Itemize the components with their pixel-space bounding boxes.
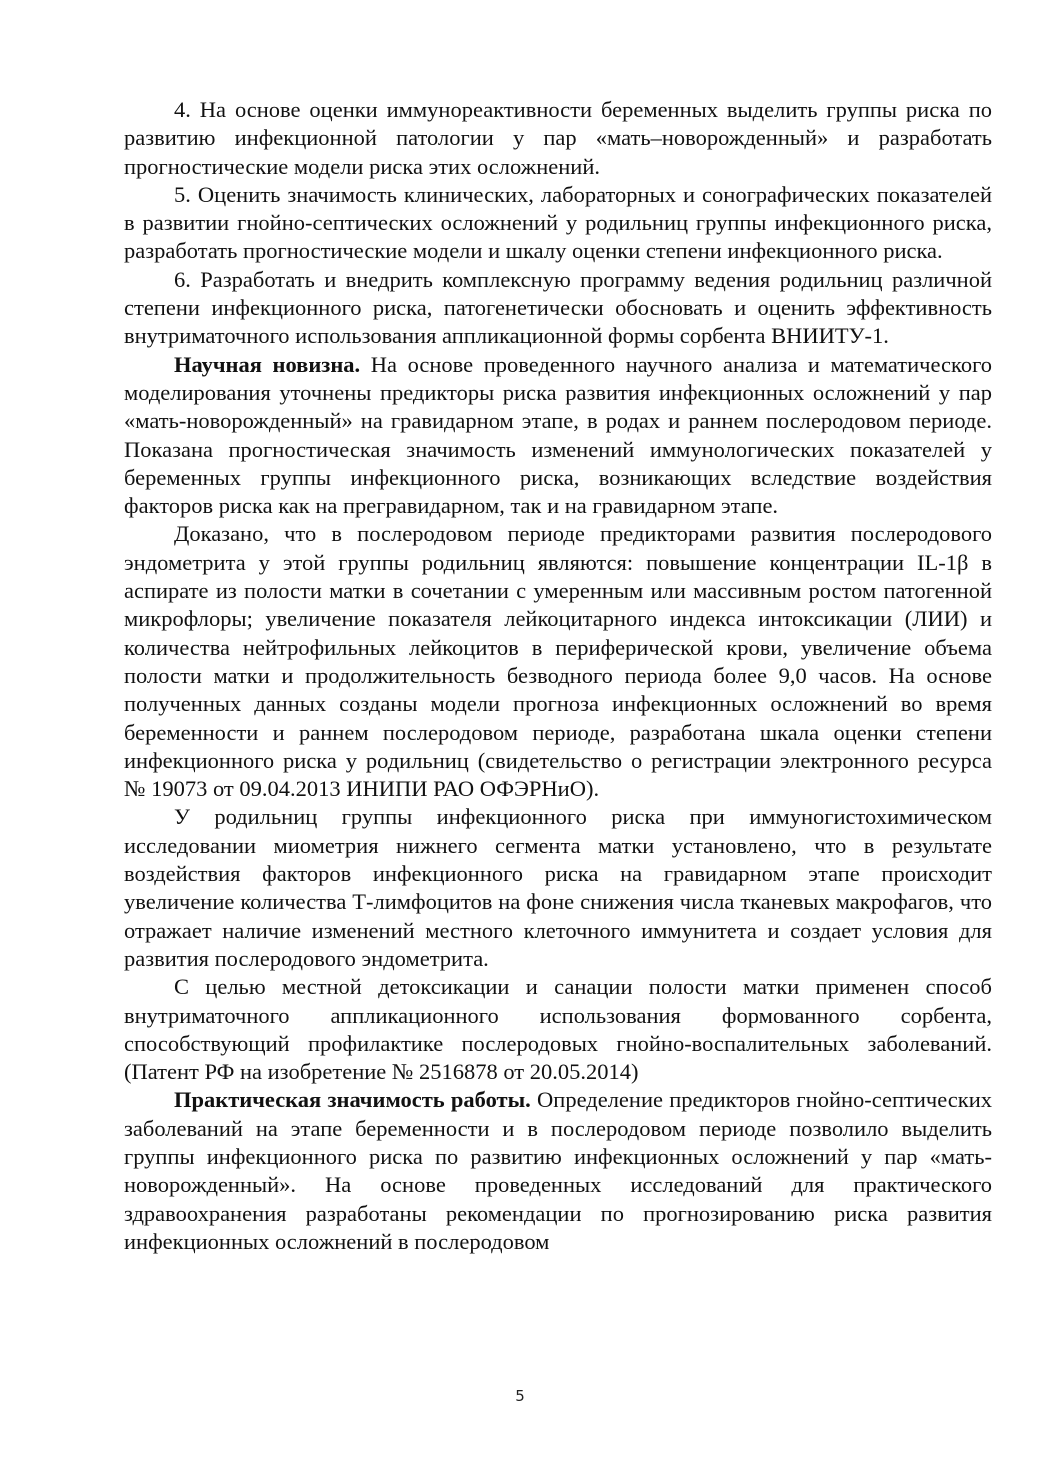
section-heading-scientific-novelty: Научная новизна. [174, 351, 361, 377]
paragraph-text: С целью местной детоксикации и санации полости матки применен способ внутриматочного аппликационного использования формованного сорбента, способствующий профилактике послеродовых гнойно-воспалительных заболеваний. (Патент РФ на изобретение № 2516878 от 20.05.2014) [124, 974, 992, 1085]
paragraph-text: 6. Разработать и внедрить комплексную программу ведения родильниц различной степени инфекционного риска, патогенетически обосновать и оценить эффективность внутриматочного использования аппликационной формы сорбента ВНИИТУ-1. [124, 266, 992, 349]
section-heading-practical-significance: Практическая значимость работы. [174, 1087, 531, 1113]
paragraph-proven [124, 520, 992, 803]
paragraph-task-5 [124, 181, 992, 266]
paragraph-text: На основе проведенного научного анализа и математического моделирования уточнены предикторы риска развития инфекционных осложнений у пар «мать-новорожденный» на гравидарном этапе, в родах и раннем послеродовом периоде. Показана прогностическая значимость изменений иммунологических показателей у беременных группы инфекционного риска, возникающих вследствие воздействия факторов риска как на прегравидарном, так и на гравидарном этапе. [124, 351, 992, 519]
paragraph-task-4 [124, 96, 992, 181]
document-body [124, 96, 992, 1256]
paragraph-task-6 [124, 266, 992, 351]
paragraph-text: 4. На основе оценки иммунореактивности беременных выделить группы риска по развитию инфекционной патологии у пар «мать–новорожденный» и разработать прогностические модели риска этих осложнений. [124, 97, 992, 179]
paragraph-text: Определение предикторов гнойно-септических заболеваний на этапе беременности и в послеродовом периоде позволило выделить группы инфекционного риска по развитию инфекционных осложнений у пар «мать-новорожденный». На основе проведенных исследований для практического здравоохранения разработаны рекомендации по прогнозированию риска развития инфекционных осложнений в послеродовом [124, 1087, 992, 1254]
paragraph-text: Доказано, что в послеродовом периоде предикторами развития послеродового эндометрита у этой группы родильниц являются: повышение концентрации IL-1β в аспирате из полости матки в сочетании с умеренным или массивным ростом патогенной микрофлоры; увеличение показателя лейкоцитарного индекса интоксикации (ЛИИ) и количества нейтрофильных лейкоцитов в периферической крови, увеличение объема полости матки и продолжительность безводного периода более 9,0 часов. На основе полученных данных созданы модели прогноза инфекционных осложнений во время беременности и раннем послеродовом периоде, разработана шкала оценки степени инфекционного риска у родильниц (свидетельство о регистрации электронного ресурса № 19073 от 09.04.2013 ИНИПИ РАО ОФЭРНиО). [124, 521, 992, 802]
page-number: 5 [515, 1387, 525, 1405]
paragraph-immunohistochemistry [124, 803, 992, 973]
paragraph-practical-significance [124, 1086, 992, 1256]
paragraph-text: У родильниц группы инфекционного риска при иммуногистохимическом исследовании миометрия нижнего сегмента матки установлено, что в результате воздействия факторов инфекционного риска на гравидарном этапе происходит увеличение количества Т-лимфоцитов на фоне снижения числа тканевых макрофагов, что отражает наличие изменений местного клеточного иммунитета и создает условия для развития послеродового эндометрита. [124, 804, 992, 971]
paragraph-detoxification [124, 973, 992, 1086]
paragraph-text: 5. Оценить значимость клинических, лабораторных и сонографических показателей в развитии гнойно-септических осложнений у родильниц группы инфекционного риска, разработать прогностические модели и шкалу оценки степени инфекционного риска. [124, 181, 992, 264]
paragraph-scientific-novelty [124, 351, 992, 521]
